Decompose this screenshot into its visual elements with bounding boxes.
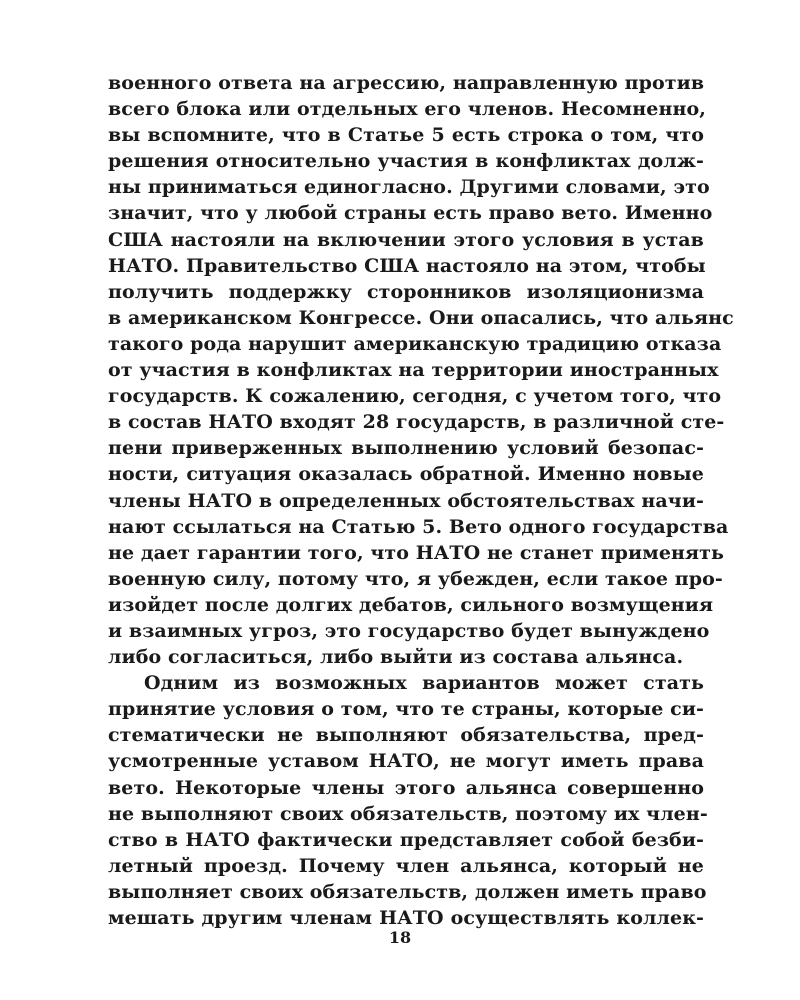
text-line: либо согласиться, либо выйти из состава альянса. [108, 646, 684, 669]
text-line: Одним из возможных вариантов может стать [144, 672, 704, 695]
text-line: нают ссылаться на Статью 5. Вето одного государства [108, 515, 729, 538]
text-line: не выполняют своих обязательств, поэтому их член- [108, 802, 708, 825]
text-line: ны приниматься единогласно. Другими словами, это [108, 176, 710, 199]
text-line: принятие условия о том, что те страны, которые си- [108, 698, 704, 721]
text-line: изойдет после долгих дебатов, сильного возмущения [108, 593, 714, 616]
text-line: военного ответа на агрессию, направленную против [108, 72, 705, 94]
text-line: вы вспомните, что в Статье 5 есть строка о том, что [108, 124, 704, 147]
text-line: ство в НАТО фактически представляет собой безби- [108, 828, 704, 851]
text-line: не дает гарантии того, что НАТО не станет применять [108, 541, 725, 564]
text-line: усмотренные уставом НАТО, не могут иметь права [108, 750, 704, 773]
text-line: от участия в конфликтах на территории иностранных [108, 359, 719, 382]
text-line: НАТО. Правительство США настояло на этом, чтобы [108, 254, 706, 277]
paragraph-2 [108, 670, 708, 931]
text-line: военную силу, потому что, я убежден, если такое про- [108, 567, 723, 590]
text-line: получить поддержку сторонников изоляционизма [108, 280, 704, 303]
text-line: и взаимных угроз, это государство будет вынуждено [108, 619, 710, 642]
text-line: стематически не выполняют обязательства, пред- [108, 724, 704, 747]
page-number: 18 [388, 928, 412, 947]
text-line: государств. К сожалению, сегодня, с учетом того, что [108, 385, 722, 408]
text-line: вето. Некоторые члены этого альянса совершенно [108, 776, 704, 799]
text-line: ности, ситуация оказалась обратной. Именно новые [108, 463, 704, 486]
text-line: пени приверженных выполнению условий безопас- [108, 437, 704, 460]
text-line: решения относительно участия в конфликтах долж- [108, 150, 704, 173]
text-line: мешать другим членам НАТО осуществлять коллек- [108, 907, 704, 929]
body-text [108, 70, 734, 931]
text-line: всего блока или отдельных его членов. Несомненно, [108, 98, 706, 121]
text-line: в американском Конгрессе. Они опасались, что альянс [108, 306, 734, 329]
text-line: выполняет своих обязательств, должен иметь право [108, 880, 707, 903]
text-line: в состав НАТО входят 28 государств, в различной сте- [108, 411, 725, 434]
text-line: значит, что у любой страны есть право вето. Именно [108, 202, 713, 225]
text-line: США настояли на включении этого условия в устав [108, 228, 704, 251]
text-line: летный проезд. Почему член альянса, который не [108, 854, 704, 877]
text-line: члены НАТО в определенных обстоятельствах начи- [108, 489, 704, 512]
text-line: такого рода нарушит американскую традицию отказа [108, 332, 722, 355]
paragraph-1 [108, 70, 734, 670]
